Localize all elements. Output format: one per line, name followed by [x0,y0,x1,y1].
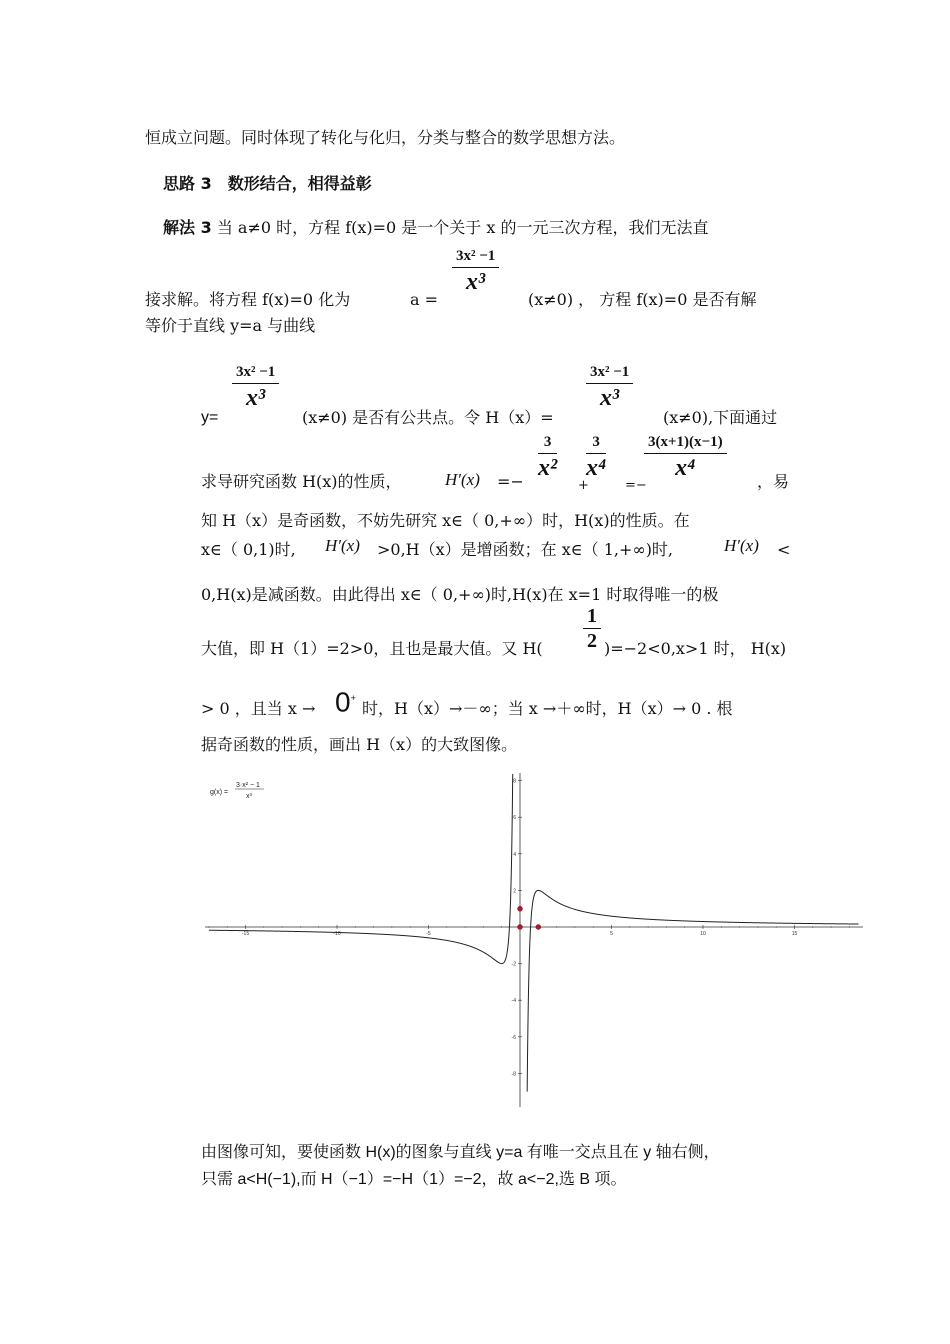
fraction-h [586,362,633,411]
section-heading: 思路 3 数形结合，相得益彰 [163,174,372,193]
zero-plus [335,682,356,718]
method-text: 当 a≠0 时，方程 f(x)=0 是一个关于 x 的一元三次方程，我们无法直 [216,218,709,237]
text-line-12a: > 0 ，且当 x → [201,699,316,718]
fraction-denominator: x³ [466,269,486,295]
fraction-half [583,605,601,652]
text-line-9b: >0,H（x）是增函数；在 x∈（ 1,+∞)时, [377,540,674,559]
text-line-3 [163,218,709,238]
fraction-derivative [644,432,727,481]
function-graph [200,770,865,1110]
fraction-numerator: 3 [592,434,600,450]
graph-label [210,782,264,800]
fraction-bar [452,267,499,268]
minus-eq-2: =− [625,478,647,493]
fraction-numerator: 1 [587,605,597,627]
plus-superscript: + [350,693,356,703]
fraction-3-over-x4 [586,432,606,481]
fraction-bar [586,453,606,454]
fraction-a [452,246,499,295]
text-line-4a: 接求解。将方程 f(x)=0 化为 [145,290,351,309]
y-equals: y= [201,409,219,426]
plus-sign: + [578,478,589,493]
y-tick-label: -2 [511,961,516,968]
y-tick-label: 4 [513,851,516,858]
method-label: 解法 3 [163,218,212,237]
fraction-denominator: x⁴ [675,455,696,481]
fraction-denominator: x³ [246,385,266,411]
fraction-denominator: x³ [600,385,620,411]
text-line-11b: )=−2<0,x>1 时， H(x) [604,639,787,658]
x-tick-label: -10 [333,931,341,937]
graph-label-lhs: g(x) = [210,789,229,796]
fraction-y [232,362,279,411]
h-prime-3: H′(x) [724,536,759,555]
h-prime-1: H′(x) [445,470,480,489]
y-tick-label: 8 [513,778,516,785]
text-line-8: 知 H（x）是奇函数，不妨先研究 x∈（ 0,+∞）时，H(x)的性质。在 [201,511,690,530]
text-line-1: 恒成立问题。同时体现了转化与化归，分类与整合的数学思想方法。 [145,128,626,147]
y-tick-label: -8 [511,1071,516,1078]
text-line-6b: (x≠0) 是否有公共点。令 H（x）= [302,408,554,427]
fraction-numerator: 3x² −1 [590,364,630,380]
marked-point [518,906,523,911]
curve-left-branch [209,774,513,964]
fraction-denominator: x⁴ [586,455,607,481]
fraction-numerator: 3(x+1)(x−1) [648,434,723,450]
text-line-6c: (x≠0),下面通过 [663,408,778,427]
fraction-3-over-x2 [538,432,557,481]
y-tick-label: 2 [513,888,516,895]
axes [205,773,863,1107]
graph-label-num: 3·x² − 1 [236,782,260,789]
y-tick-label: -4 [511,998,516,1005]
text-line-11a: 大值，即 H（1）=2>0，且也是最大值。又 H( [201,639,543,658]
x-tick-label: 10 [700,931,706,937]
fraction-numerator: 3x² −1 [456,248,496,264]
x-tick-label: -5 [426,931,431,937]
fraction-bar [538,453,557,454]
marked-point [536,925,541,930]
fraction-bar [232,383,279,384]
marked-point [518,925,523,930]
text-line-14: 由图像可知，要使函数 H(x)的图象与直线 y=a 有唯一交点且在 y 轴右侧， [201,1144,720,1161]
text-line-9c: < [777,540,791,559]
text-line-10: 0,H(x)是减函数。由此得出 x∈（ 0,+∞)时,H(x)在 x=1 时取得唯一的极 [201,585,719,604]
zero-digit: 0 [335,686,351,718]
text-line-4c: (x≠0) ， 方程 f(x)=0 是否有解 [528,290,757,309]
fraction-denominator: x² [538,455,558,481]
fraction-numerator: 3x² −1 [236,364,276,380]
marked-points [518,906,541,929]
text-line-7b: ，易 [757,472,790,491]
graph-label-den: x³ [246,793,252,800]
fraction-numerator: 3 [543,434,552,450]
text-line-13: 据奇函数的性质，画出 H（x）的大致图像。 [201,735,518,754]
text-line-7a: 求导研究函数 H(x)的性质， [201,472,402,491]
h-prime-2: H′(x) [325,536,360,555]
text-line-4b: a = [410,290,439,309]
x-tick-label: 15 [791,931,798,937]
fraction-bar [586,383,633,384]
minus-eq-1: =− [497,472,524,491]
fraction-bar [583,628,601,629]
fraction-denominator: 2 [587,630,597,652]
fraction-bar [644,453,727,454]
x-tick-label: 5 [610,931,613,937]
y-tick-label: 6 [513,815,516,822]
text-line-9a: x∈（ 0,1)时, [201,540,296,559]
ticks [209,779,850,1078]
text-line-12b: 时，H（x）→－∞；当 x →＋∞时，H（x）→ 0 . 根 [362,699,733,718]
y-tick-label: -6 [511,1034,516,1041]
text-line-15: 只需 a<H(−1),而 H（−1）=−H（1）=−2，故 a<−2,选 B 项。 [201,1171,627,1188]
curve-right-branch [527,890,858,1091]
text-line-5: 等价于直线 y=a 与曲线 [145,316,316,335]
x-tick-label: -15 [241,931,250,937]
